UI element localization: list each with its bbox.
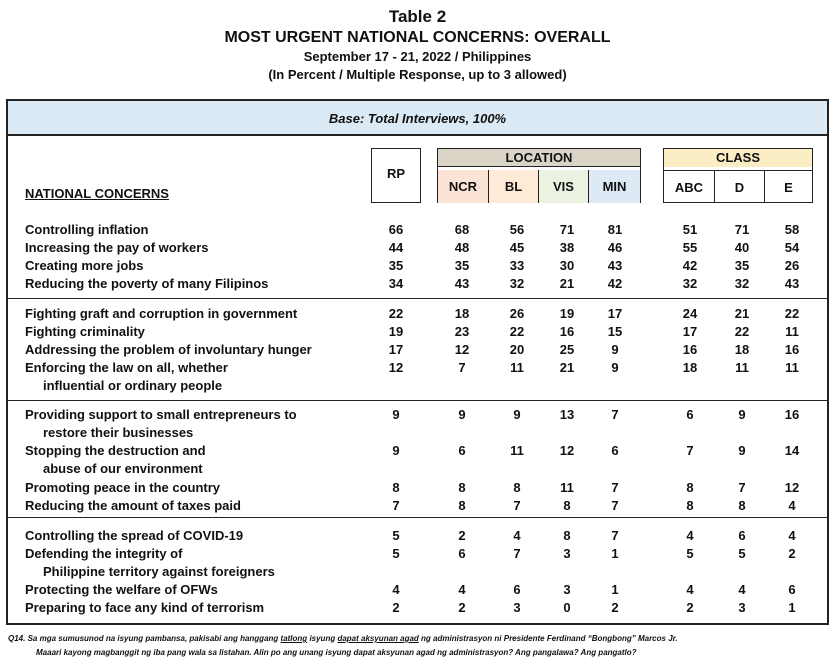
value-cell: 1 (788, 600, 796, 615)
concern-label-line1: Controlling the spread of COVID-19 (25, 528, 244, 543)
value-cell: 2 (788, 546, 796, 561)
value-cell: 11 (510, 360, 524, 375)
value-cell: 30 (559, 258, 575, 273)
value-cell: 1 (611, 546, 619, 561)
value-cell: 44 (388, 240, 404, 255)
value-cell: 34 (388, 276, 404, 291)
value-cell: 7 (611, 498, 619, 513)
location-col-bl: BL (488, 170, 538, 203)
concern-label-line1: Promoting peace in the country (25, 480, 221, 495)
value-cell: 51 (682, 222, 698, 237)
concern-label (25, 221, 148, 239)
value-cell: 12 (784, 480, 800, 495)
value-cell: 17 (388, 342, 404, 357)
value-cell: 6 (686, 407, 694, 422)
value-cell: 32 (682, 276, 698, 291)
value-cell: 22 (388, 306, 404, 321)
group-separator (8, 298, 827, 299)
concern-label-line1: Defending the integrity of (25, 546, 183, 561)
value-cell: 11 (785, 324, 799, 339)
concern-label-line1: Addressing the problem of involuntary hunger (25, 342, 312, 357)
value-cell: 58 (784, 222, 800, 237)
value-cell: 3 (738, 600, 746, 615)
concern-label (25, 341, 312, 359)
group-separator (8, 400, 827, 401)
value-cell: 7 (611, 480, 619, 495)
value-cell: 22 (509, 324, 525, 339)
value-cell: 8 (738, 498, 746, 513)
value-cell: 35 (734, 258, 750, 273)
location-col-vis: VIS (538, 170, 588, 203)
value-cell: 6 (513, 582, 521, 597)
question-text-b: isyung (309, 634, 336, 643)
value-cell: 7 (686, 443, 694, 458)
value-cell: 8 (686, 498, 694, 513)
value-cell: 11 (735, 360, 749, 375)
value-cell: 5 (392, 528, 400, 543)
concern-label (25, 442, 206, 478)
location-header: LOCATION (438, 149, 640, 167)
concern-label (25, 581, 218, 599)
value-cell: 5 (392, 546, 400, 561)
value-cell: 19 (388, 324, 404, 339)
concern-label-line2: abuse of our environment (43, 461, 203, 476)
concern-label (25, 257, 143, 275)
value-cell: 21 (559, 360, 575, 375)
value-cell: 9 (611, 360, 619, 375)
concern-label-line2: influential or ordinary people (43, 378, 223, 393)
value-cell: 11 (510, 443, 524, 458)
class-header: CLASS (664, 149, 812, 167)
value-cell: 24 (682, 306, 698, 321)
value-cell: 11 (785, 360, 799, 375)
concern-label-line1: Enforcing the law on all, whether (25, 360, 228, 375)
concern-label-line1: Reducing the amount of taxes paid (25, 498, 241, 513)
value-cell: 8 (686, 480, 694, 495)
value-cell: 4 (788, 528, 796, 543)
value-cell: 43 (607, 258, 623, 273)
concern-label-line1: Stopping the destruction and (25, 443, 206, 458)
base-label: Base: Total Interviews, 100% (8, 101, 827, 136)
value-cell: 56 (509, 222, 525, 237)
value-cell: 8 (392, 480, 400, 495)
value-cell: 32 (509, 276, 525, 291)
value-cell: 12 (454, 342, 470, 357)
value-cell: 68 (454, 222, 470, 237)
value-cell: 5 (686, 546, 694, 561)
concern-label (25, 359, 228, 395)
value-cell: 12 (388, 360, 404, 375)
value-cell: 66 (388, 222, 404, 237)
question-emph-2: dapat aksyunan agad (337, 634, 419, 643)
question-text-a: Sa mga sumusunod na isyung pambansa, pakisabi ang hanggang (27, 634, 279, 643)
concern-label (25, 305, 297, 323)
concern-label-line1: Controlling inflation (25, 222, 149, 237)
value-cell: 9 (513, 407, 521, 422)
value-cell: 3 (513, 600, 521, 615)
value-cell: 42 (682, 258, 698, 273)
national-concerns-header: NATIONAL CONCERNS (25, 186, 169, 201)
question-id: Q14. (8, 634, 26, 643)
concern-label-line1: Preparing to face any kind of terrorism (25, 600, 265, 615)
value-cell: 22 (734, 324, 750, 339)
value-cell: 7 (738, 480, 746, 495)
value-cell: 48 (454, 240, 470, 255)
value-cell: 9 (611, 342, 619, 357)
value-cell: 4 (788, 498, 796, 513)
concern-label-line1: Fighting graft and corruption in government (25, 306, 298, 321)
group-separator (8, 517, 827, 518)
value-cell: 4 (686, 528, 694, 543)
location-col-min: MIN (588, 170, 640, 203)
value-cell: 3 (563, 546, 571, 561)
value-cell: 7 (458, 360, 466, 375)
value-cell: 42 (607, 276, 623, 291)
value-cell: 8 (513, 480, 521, 495)
value-cell: 33 (509, 258, 525, 273)
value-cell: 16 (784, 407, 800, 422)
concern-label-line1: Fighting criminality (25, 324, 145, 339)
concern-label-line1: Protecting the welfare of OFWs (25, 582, 218, 597)
main-title: MOST URGENT NATIONAL CONCERNS: OVERALL (224, 29, 611, 46)
value-cell: 11 (560, 480, 574, 495)
value-cell: 9 (392, 407, 400, 422)
value-cell: 8 (458, 498, 466, 513)
concern-label-line1: Reducing the poverty of many Filipinos (25, 276, 269, 291)
value-cell: 16 (784, 342, 800, 357)
value-cell: 25 (559, 342, 575, 357)
note-line: (In Percent / Multiple Response, up to 3 allowed) (268, 67, 567, 82)
footnote (8, 632, 833, 660)
value-cell: 4 (458, 582, 466, 597)
value-cell: 2 (458, 528, 466, 543)
value-cell: 35 (454, 258, 470, 273)
value-cell: 19 (559, 306, 575, 321)
value-cell: 17 (607, 306, 623, 321)
value-cell: 40 (734, 240, 750, 255)
value-cell: 8 (563, 498, 571, 513)
value-cell: 38 (559, 240, 575, 255)
rp-header: RP (386, 166, 406, 181)
value-cell: 4 (513, 528, 521, 543)
class-col-abc: ABC (664, 170, 714, 203)
value-cell: 7 (513, 546, 521, 561)
value-cell: 18 (682, 360, 698, 375)
location-col-ncr: NCR (438, 170, 488, 203)
value-cell: 9 (458, 407, 466, 422)
value-cell: 9 (392, 443, 400, 458)
value-cell: 46 (607, 240, 623, 255)
concern-label (25, 599, 264, 617)
value-cell: 9 (738, 443, 746, 458)
value-cell: 2 (392, 600, 400, 615)
class-col-d: D (714, 170, 764, 203)
value-cell: 55 (682, 240, 698, 255)
concern-label-line1: Providing support to small entrepreneurs to (25, 407, 297, 422)
value-cell: 6 (458, 443, 466, 458)
concern-label (25, 497, 241, 515)
value-cell: 43 (784, 276, 800, 291)
value-cell: 9 (738, 407, 746, 422)
value-cell: 1 (611, 582, 619, 597)
value-cell: 7 (611, 528, 619, 543)
value-cell: 6 (611, 443, 619, 458)
value-cell: 8 (563, 528, 571, 543)
value-cell: 6 (788, 582, 796, 597)
value-cell: 7 (513, 498, 521, 513)
concern-label-line1: Creating more jobs (25, 258, 144, 273)
question-emph-1: tatlong (280, 634, 308, 643)
value-cell: 17 (682, 324, 698, 339)
value-cell: 16 (559, 324, 575, 339)
value-cell: 26 (509, 306, 525, 321)
value-cell: 0 (563, 600, 571, 615)
value-cell: 2 (611, 600, 619, 615)
concern-label (25, 527, 243, 545)
value-cell: 22 (784, 306, 800, 321)
value-cell: 3 (563, 582, 571, 597)
value-cell: 2 (686, 600, 694, 615)
value-cell: 6 (738, 528, 746, 543)
concern-label-line1: Increasing the pay of workers (25, 240, 209, 255)
concern-label (25, 545, 275, 581)
value-cell: 20 (509, 342, 525, 357)
table-title-block (0, 6, 835, 83)
value-cell: 35 (388, 258, 404, 273)
concern-label (25, 406, 297, 442)
concern-label-line2: restore their businesses (43, 425, 194, 440)
value-cell: 71 (559, 222, 575, 237)
value-cell: 13 (559, 407, 575, 422)
question-text-c: ng administrasyon ni Presidente Ferdinand “Bongbong” Marcos Jr. (421, 634, 678, 643)
concern-label (25, 479, 220, 497)
value-cell: 6 (458, 546, 466, 561)
value-cell: 32 (734, 276, 750, 291)
value-cell: 8 (458, 480, 466, 495)
value-cell: 2 (458, 600, 466, 615)
value-cell: 18 (734, 342, 750, 357)
value-cell: 16 (682, 342, 698, 357)
value-cell: 71 (734, 222, 750, 237)
value-cell: 54 (784, 240, 800, 255)
value-cell: 7 (392, 498, 400, 513)
value-cell: 7 (611, 407, 619, 422)
value-cell: 5 (738, 546, 746, 561)
value-cell: 18 (454, 306, 470, 321)
value-cell: 4 (392, 582, 400, 597)
value-cell: 21 (734, 306, 750, 321)
value-cell: 26 (784, 258, 800, 273)
value-cell: 43 (454, 276, 470, 291)
class-col-e: E (764, 170, 812, 203)
value-cell: 23 (454, 324, 470, 339)
table-label: Table 2 (388, 7, 447, 26)
value-cell: 81 (607, 222, 623, 237)
value-cell: 4 (686, 582, 694, 597)
question-text-line2: Maaari kayong magbanggit ng iba pang wala sa listahan. Alin po ang unang isyung dapat aksyunan agad ng administrasyon? Ang pangalawa? Ang pangatlo? (36, 648, 637, 657)
value-cell: 14 (784, 443, 800, 458)
concern-label-line2: Philippine territory against foreigners (43, 564, 275, 579)
value-cell: 4 (738, 582, 746, 597)
value-cell: 12 (559, 443, 575, 458)
value-cell: 45 (509, 240, 525, 255)
date-line: September 17 - 21, 2022 / Philippines (303, 49, 532, 64)
value-cell: 15 (607, 324, 623, 339)
concern-label (25, 239, 209, 257)
concern-label (25, 323, 145, 341)
value-cell: 21 (559, 276, 575, 291)
concern-label (25, 275, 268, 293)
